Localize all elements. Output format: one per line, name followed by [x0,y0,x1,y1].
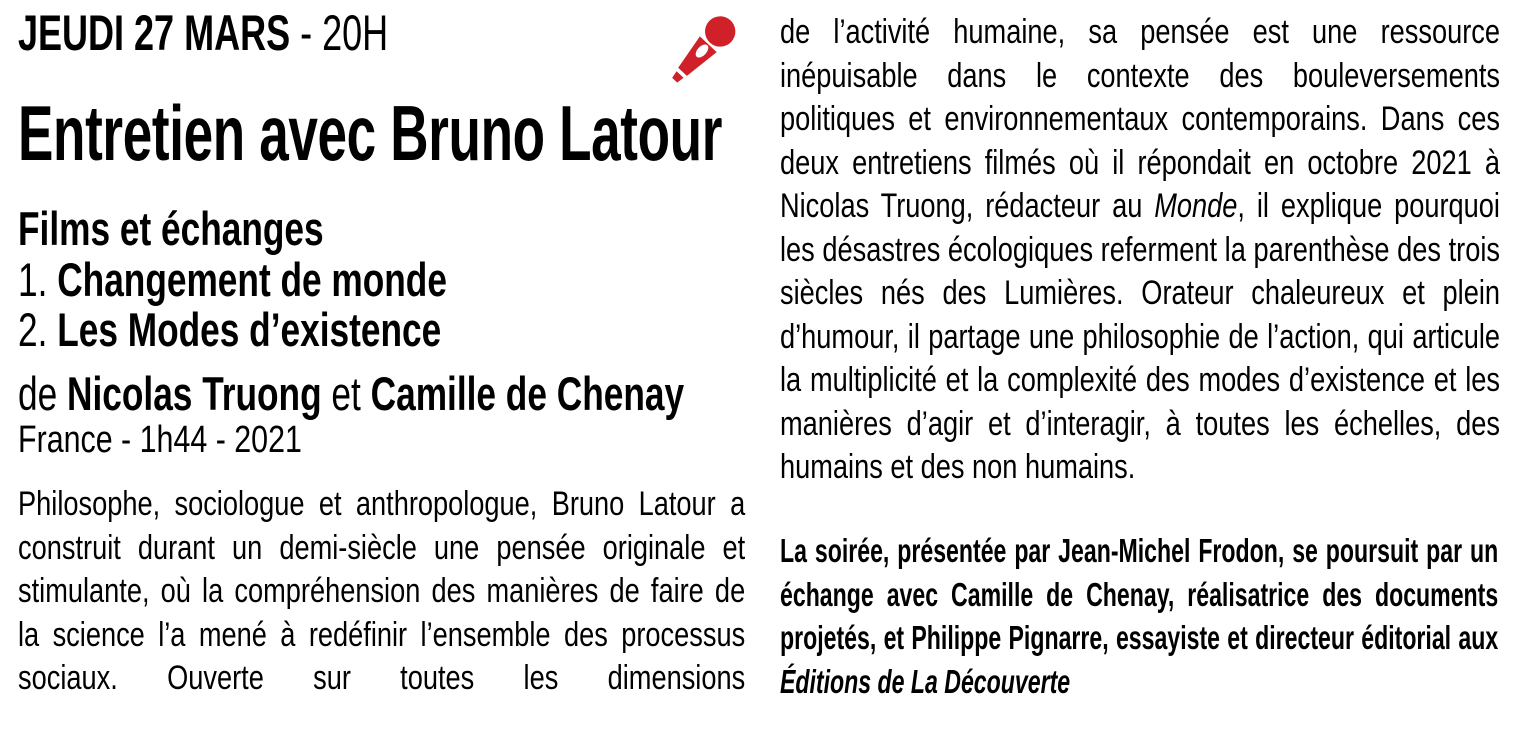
film-item-2 [18,302,441,357]
description-right-part1: de l’activité humaine, sa pensée est une ressource inépuisable dans le contexte des bouleversements politiques et environnementaux contemporains. Dans ces deux entretiens filmés où il répondait en octobre 2021 à Nicolas Truong, rédacteur au [780,13,1500,225]
credits-and: et [321,367,371,420]
microphone-icon [656,4,748,98]
event-date-line [18,4,388,62]
description-right-part2: , il explique pourquoi les désastres écologiques referment la parenthèse des trois siècles nés des Lumières. Orateur chaleureux et plein d’humour, il partage une philosophie de l’action, qui articule la multiplicité et la complexité des modes d’existence et les manières d’agir et d’interagir, à toutes les échelles, des humains et des non humains. [780,187,1500,486]
event-title: Entretien avec Bruno Latour [18,89,723,177]
closing-paragraph [780,529,1498,703]
description-column-left: Philosophe, sociologue et anthropologue, Bruno Latour a construit durant un demi-siècle une pensée originale et stimulante, où la compréhension des manières de faire de la science l’a mené à redéfinir l’ensemble des processus sociaux. Ouverte sur toutes les dimensions [18,485,746,697]
credits-director-1: Nicolas Truong [67,367,322,420]
description-right-italic: Monde [1154,187,1238,225]
film-2-title: Les Modes d’existence [57,303,442,356]
film-credits [18,366,684,421]
program-heading: Films et échanges [18,202,324,255]
film-details: France - 1h44 - 2021 [18,419,302,461]
film-item-1 [18,252,447,307]
description-column-right [780,11,1500,490]
event-date: JEUDI 27 MARS [18,5,291,61]
credits-by: de [18,367,68,420]
film-1-title: Changement de monde [57,253,447,306]
closing-publisher-italic: Éditions de La Découverte [780,662,1071,700]
event-time: - 20H [290,5,389,61]
closing-part1: La soirée, présentée par Jean-Michel Frodon, se poursuit par un échange avec Camille de Chenay, réalisatrice des documents projetés, et Philippe Pignarre, essayiste et directeur éditorial aux [780,532,1499,656]
film-2-number: 2. [18,303,58,356]
credits-director-2: Camille de Chenay [370,367,685,420]
film-1-number: 1. [18,253,58,306]
